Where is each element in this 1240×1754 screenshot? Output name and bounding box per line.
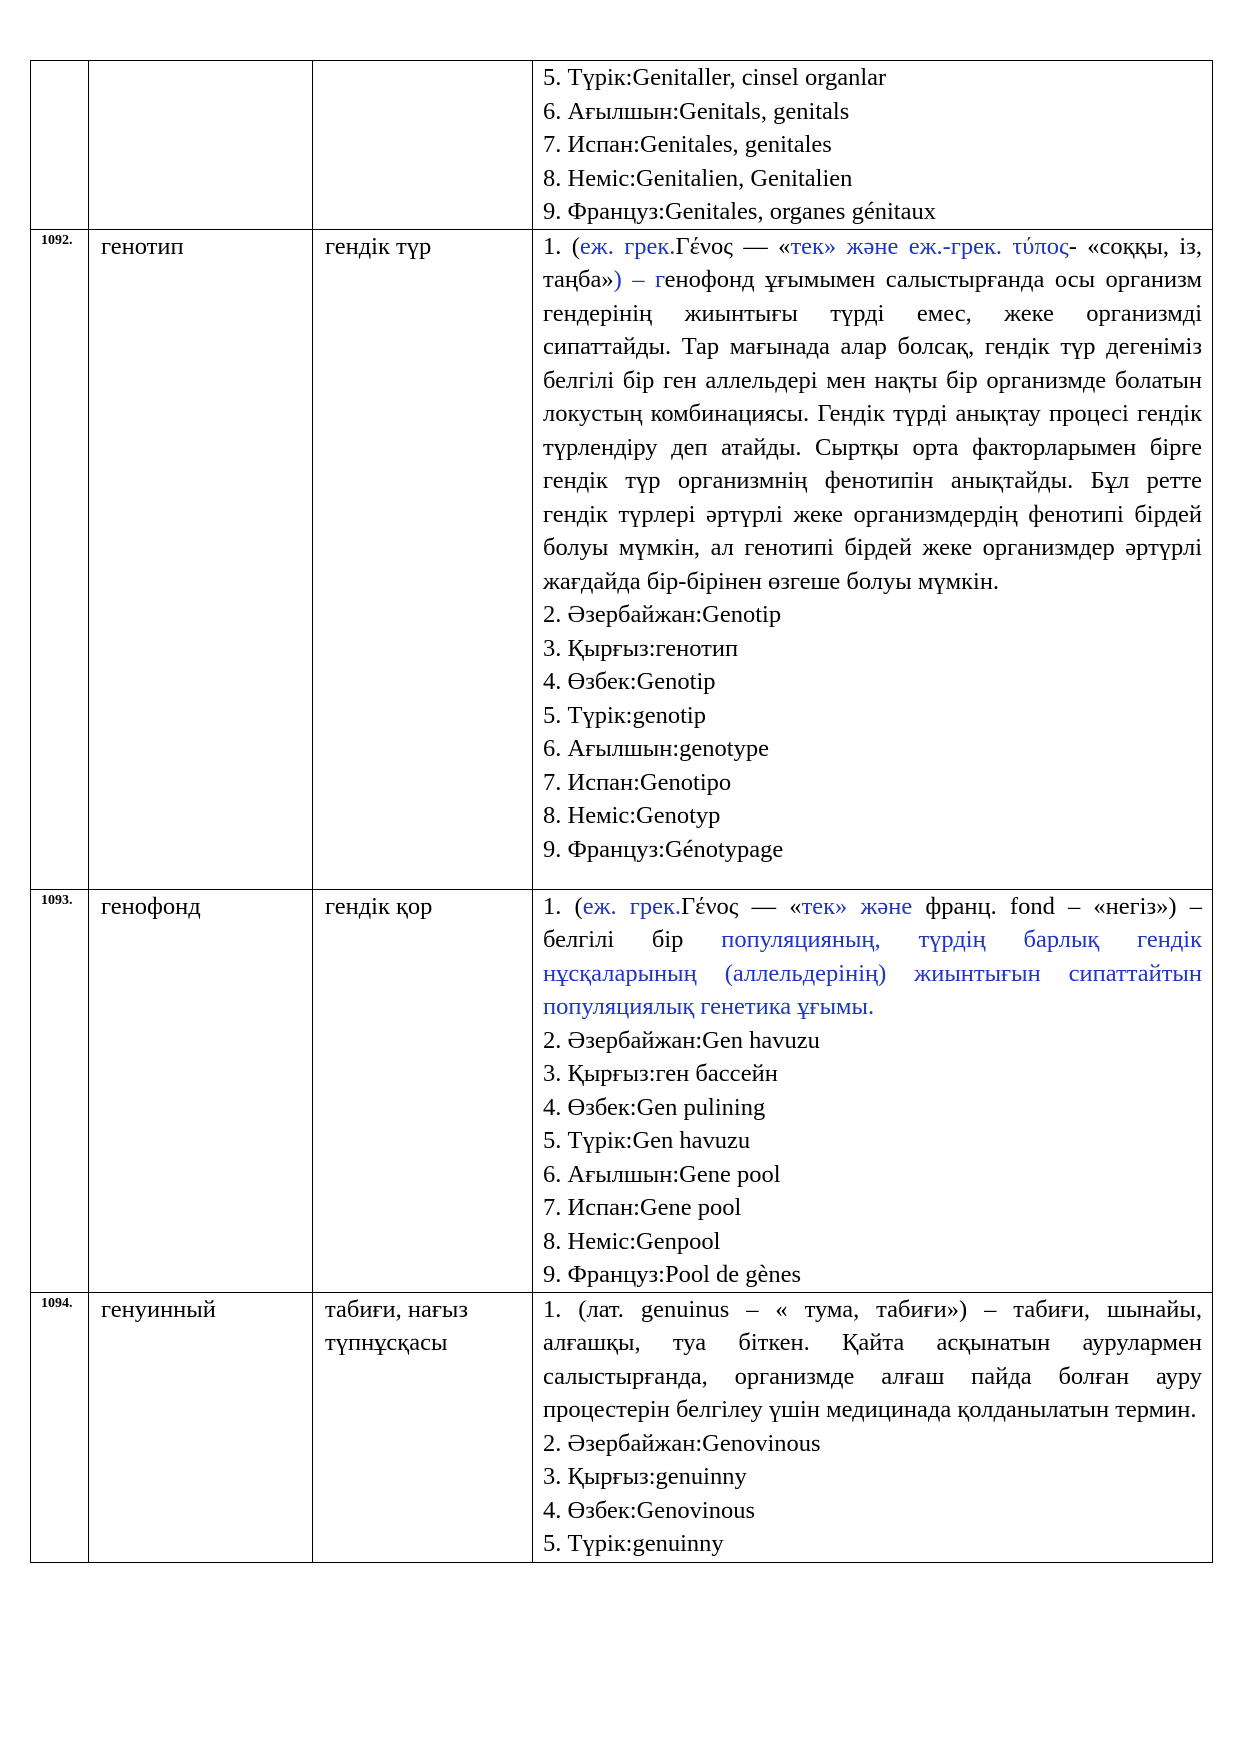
definition-segment: 1. (лат. genuinus – « тума, табиғи») – табиғи, шынайы, алғашқы, туа біткен. Қайта асқынатын аурулармен салыстырғанда, организмде алғаш пайда болған ауру процестерін белгілеу үшін медицинада қолданылатын термин. [543, 1295, 1202, 1423]
definition-segment: 1. ( [543, 232, 580, 260]
definition-segment: ) – г [613, 266, 665, 293]
translation-line: 2. Әзербайжан:Genovinous [543, 1429, 821, 1457]
translation-line: 3. Қырғыз:генотип [543, 634, 739, 662]
definition-segment: еж. грек. [579, 232, 676, 260]
translation-line: 9. Француз:Pool de gènes [543, 1261, 802, 1288]
term-kazakh: гендік қор [313, 889, 533, 1292]
translation-line: 3. Қырғыз:genuinny [543, 1463, 747, 1490]
definition-segment: еж. грек. [582, 892, 681, 920]
entry-number [31, 61, 89, 230]
translation-line: 5. Түрік:Genitaller, cinsel organlar [543, 64, 887, 91]
translation-line: 4. Өзбек:Genovinous [543, 1496, 756, 1524]
translation-line: 5. Түрік:genuinny [543, 1530, 724, 1557]
translation-line: 6. Ағылшын:genotype [543, 735, 769, 762]
translation-line: 5. Түрік:genotip [543, 701, 706, 729]
translation-line: 4. Өзбек:Gen pulining [543, 1093, 766, 1121]
translation-line: 7. Испан:Gene pool [543, 1194, 742, 1221]
term-kazakh: гендік түр [313, 229, 533, 889]
translation-line: 8. Неміс:Genpool [543, 1227, 721, 1255]
definition-cell [533, 889, 1213, 1292]
definition-cell [533, 61, 1213, 230]
definition-segment: Γένος — « [675, 232, 791, 260]
term-kazakh: табиғи, нағыз түпнұсқасы [313, 1292, 533, 1562]
definition-segment: - «соққы, із, таңба» [543, 232, 1202, 293]
definition-text [543, 230, 1202, 599]
definition-segment: енофонд ұғымымен салыстырғанда осы организм гендерінің жиынтығы түрді емес, жеке организмді сипаттайды. Тар мағынада алар болсақ, гендік түр дегеніміз белгілі бір ген аллельдері мен нақты бір организмде болатын локустың комбинациясы. Гендік түрді анықтау процесі гендік түрлендіру деп атайды. Сыртқы орта факторларымен бірге гендік түр организмнің фенотипін анықтайды. Бұл ретте гендік түрлері әртүрлі жеке организмдердің фенотипі бірдей болуы мүмкін, ал генотипі бірдей жеке организмдер әртүрлі жағдайда бір-бірінен өзгеше болуы мүмкін. [543, 266, 1202, 595]
translation-line: 4. Өзбек:Genotip [543, 668, 716, 695]
translation-line: 3. Қырғыз:ген бассейн [543, 1060, 778, 1087]
glossary-table [30, 60, 1213, 1563]
translation-line: 7. Испан:Genitales, genitales [543, 131, 832, 158]
translation-line: 6. Ағылшын:Genitals, genitals [543, 97, 850, 125]
entry-number: 1093. [31, 889, 89, 1292]
translation-line: 6. Ағылшын:Gene pool [543, 1160, 781, 1188]
translation-line: 7. Испан:Genotipo [543, 768, 732, 796]
translation-line: 9. Француз:Genitales, organes génitaux [543, 198, 936, 225]
translation-line: 8. Неміс:Genitalien, Genitalien [543, 164, 853, 192]
translation-line: 8. Неміс:Genotyp [543, 802, 721, 829]
table-row [31, 61, 1213, 230]
translation-line: 9. Француз:Génotypage [543, 835, 784, 863]
definition-segment: тек» және еж.-грек. τύπος [790, 232, 1069, 260]
definition-cell [533, 1292, 1213, 1562]
entry-number: 1092. [31, 229, 89, 889]
translation-line: 2. Әзербайжан:Gen havuzu [543, 1026, 820, 1054]
term-russian: генуинный [89, 1292, 313, 1562]
term-russian: генофонд [89, 889, 313, 1292]
term-kazakh [313, 61, 533, 230]
definition-cell [533, 229, 1213, 889]
definition-segment: франц. fond – «негіз») – белгілі бір [543, 892, 1202, 953]
definition-segment: тек» және [801, 892, 913, 920]
definition-text [543, 1293, 1202, 1427]
translation-line: 5. Түрік:Gen havuzu [543, 1127, 751, 1154]
translation-line: 2. Әзербайжан:Genotip [543, 601, 782, 628]
term-russian [89, 61, 313, 230]
definition-segment: популяцияның, түрдің барлық гендік нұсқаларының (аллельдерінің) жиынтығын сипаттайтын популяциялық генетика ұғымы. [543, 926, 1203, 1020]
table-row [31, 229, 1213, 889]
definition-segment: Γένος — « [681, 892, 802, 920]
term-russian: генотип [89, 229, 313, 889]
definition-segment: 1. ( [543, 892, 583, 920]
table-row [31, 1292, 1213, 1562]
entry-number: 1094. [31, 1292, 89, 1562]
table-row [31, 889, 1213, 1292]
definition-text [543, 890, 1202, 1024]
